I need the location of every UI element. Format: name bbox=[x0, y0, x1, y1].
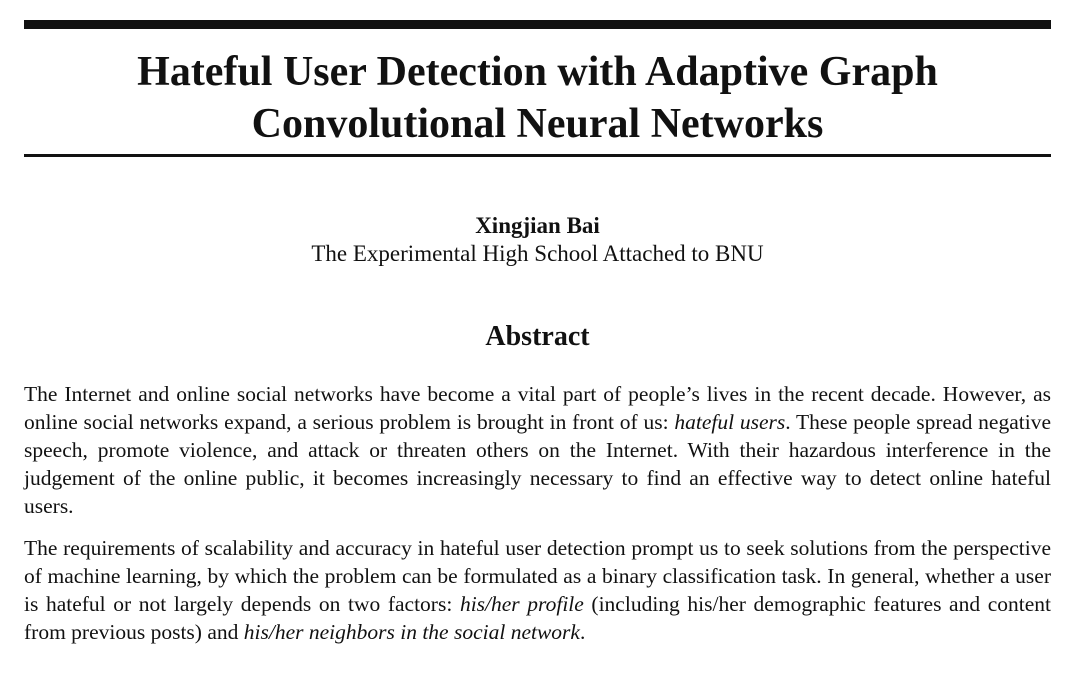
p2-text-c: . bbox=[579, 620, 586, 644]
author-name: Xingjian Bai bbox=[475, 213, 600, 238]
p2-text-b: (including his/her demographic features and content from previous posts) and bbox=[24, 592, 1051, 644]
author-affiliation: The Experimental High School Attached to BNU bbox=[311, 241, 764, 266]
p2-emphasis-1: his/her profile bbox=[459, 592, 584, 616]
title-line-1: Hateful User Detection with Adaptive Graph bbox=[137, 49, 938, 95]
abstract-body bbox=[24, 380, 1051, 646]
p1-text-a: The Internet and online social networks have become a vital part of people’s lives in the recent decade. However, as online social networks expand, a serious problem is brought in front of us: bbox=[24, 382, 1051, 434]
title-line-2: Convolutional Neural Networks bbox=[251, 101, 824, 147]
p2-text-a: The requirements of scalability and accuracy in hateful user detection prompt us to seek solutions from the perspective of machine learning, by which the problem can be formulated as a binary classification task. In general, whether a user is hateful or not largely depends on two factors: bbox=[24, 536, 1051, 616]
p2-emphasis-2: his/her neighbors in the social network bbox=[243, 620, 580, 644]
abstract-paragraph-2 bbox=[24, 534, 1051, 646]
abstract-heading: Abstract bbox=[485, 321, 590, 352]
paper-title bbox=[24, 46, 1051, 150]
p1-text-b: . These people spread negative speech, promote violence, and attack or threaten others on the Internet. With their hazardous interference in the judgement of the online public, it becomes increasingly necessary to find an effective way to detect online hateful users. bbox=[24, 410, 1051, 518]
top-rule bbox=[24, 20, 1051, 29]
title-bottom-rule bbox=[24, 154, 1051, 157]
author-block bbox=[24, 212, 1051, 268]
p1-emphasis: hateful users bbox=[674, 410, 786, 434]
abstract-paragraph-1 bbox=[24, 380, 1051, 520]
